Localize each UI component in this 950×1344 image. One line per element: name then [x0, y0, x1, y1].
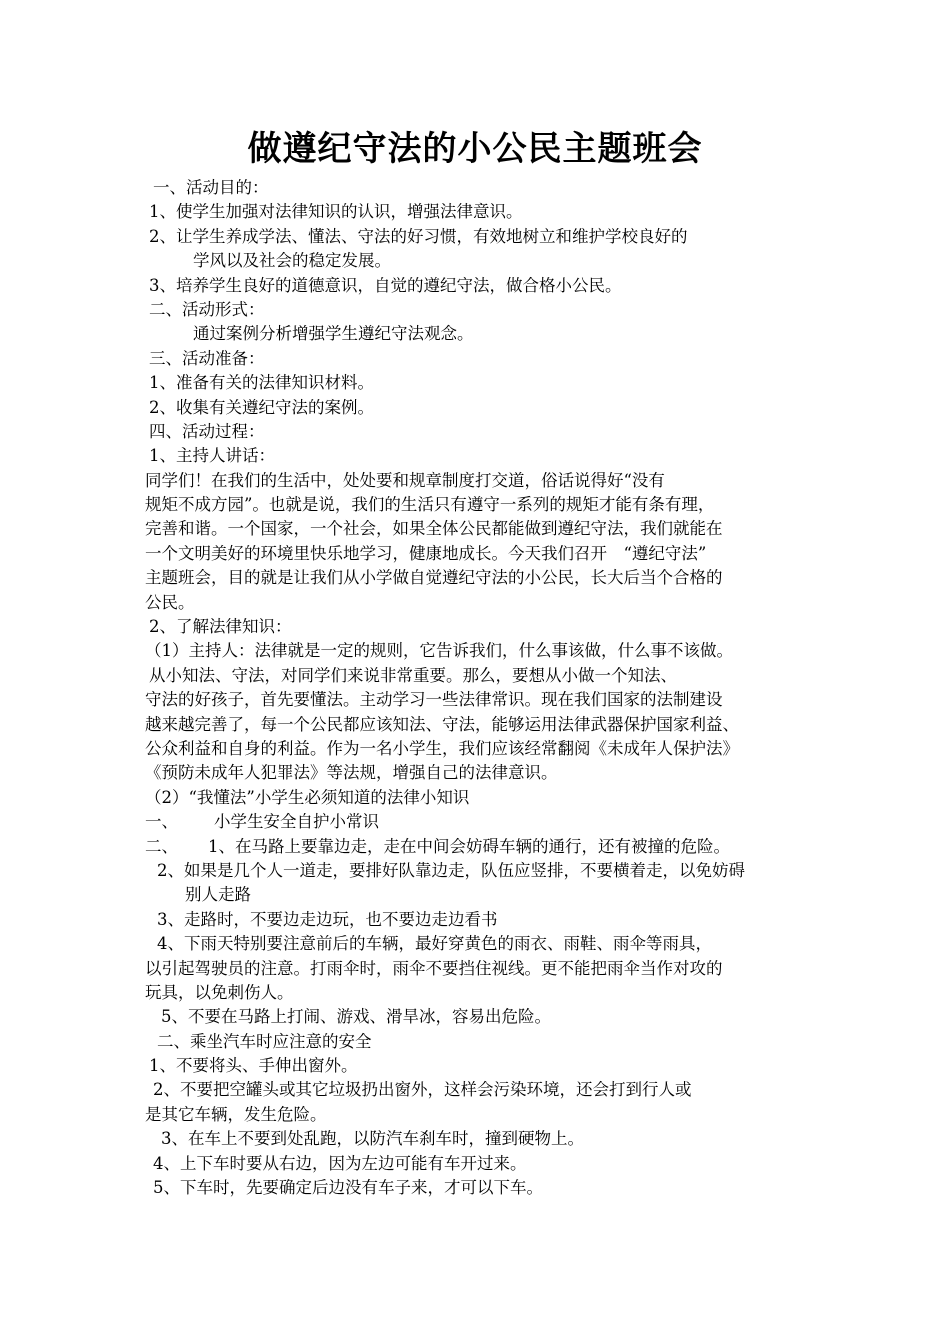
- paragraph-line: 3、培养学生良好的道德意识，自觉的遵纪守法，做合格小公民。: [149, 275, 622, 295]
- document-title: 做遵纪守法的小公民主题班会: [247, 129, 703, 169]
- paragraph-line: 1、不要将头、手伸出窗外。: [149, 1056, 358, 1076]
- paragraph-line: 同学们！在我们的生活中，处处要和规章制度打交道，俗话说得好“没有: [145, 470, 665, 490]
- paragraph-line: 1、准备有关的法律知识材料。: [149, 373, 374, 393]
- paragraph-line: 一个文明美好的环境里快乐地学习，健康地成长。今天我们召开 “遵纪守法”: [145, 543, 707, 563]
- paragraph-line: 5、不要在马路上打闹、游戏、滑旱冰，容易出危险。: [161, 1007, 551, 1027]
- section-heading-prep: 三、活动准备：: [149, 348, 265, 368]
- paragraph-line: 2、了解法律知识：: [149, 617, 292, 637]
- paragraph-line: 越来越完善了，每一个公民都应该知法、守法，能够运用法律武器保护国家利益、: [145, 714, 739, 734]
- paragraph-line: 4、上下车时要从右边，因为左边可能有车开过来。: [153, 1153, 527, 1173]
- paragraph-line: 公众利益和自身的利益。作为一名小学生，我们应该经常翻阅《未成年人保护法》: [145, 738, 739, 758]
- paragraph-line: 通过案例分析增强学生遵纪守法观念。: [193, 324, 474, 344]
- paragraph-line: 5、下车时，先要确定后边没有车子来，才可以下车。: [153, 1178, 543, 1198]
- paragraph-line: 2、不要把空罐头或其它垃圾扔出窗外，这样会污染环境，还会打到行人或: [153, 1080, 692, 1100]
- paragraph-line: 从小知法、守法，对同学们来说非常重要。那么，要想从小做一个知法、: [149, 665, 677, 685]
- paragraph-line: 2、收集有关遵纪守法的案例。: [149, 397, 374, 417]
- paragraph-line: 主题班会，目的就是让我们从小学做自觉遵纪守法的小公民，长大后当个合格的: [145, 568, 723, 588]
- paragraph-line: 学风以及社会的稳定发展。: [193, 251, 391, 271]
- paragraph-line: 别人走路: [185, 885, 251, 905]
- paragraph-line: 4、下雨天特别要注意前后的车辆，最好穿黄色的雨衣、雨鞋、雨伞等雨具，: [157, 934, 712, 954]
- list-number: 一、: [145, 812, 178, 832]
- paragraph-line: 1、使学生加强对法律知识的认识，增强法律意识。: [149, 202, 523, 222]
- paragraph-line: 3、在车上不要到处乱跑，以防汽车刹车时，撞到硬物上。: [161, 1129, 584, 1149]
- paragraph-line: 完善和谐。一个国家，一个社会，如果全体公民都能做到遵纪守法，我们就能在: [145, 519, 723, 539]
- paragraph-line: 2、如果是几个人一道走，要排好队靠边走，队伍应竖排，不要横着走，以免妨碍: [157, 860, 745, 880]
- document-body: [145, 176, 810, 1200]
- section-heading-bus: 二、乘坐汽车时应注意的安全: [157, 1031, 372, 1051]
- paragraph-line: （2）“我懂法”小学生必须知道的法律小知识: [145, 787, 470, 807]
- list-line: [145, 835, 810, 859]
- paragraph-line: 以引起驾驶员的注意。打雨伞时，雨伞不要挡住视线。更不能把雨伞当作对攻的: [145, 958, 723, 978]
- section-heading-process: 四、活动过程：: [149, 421, 265, 441]
- paragraph-line: 规矩不成方园”。也就是说，我们的生活只有遵守一系列的规矩才能有条有理，: [145, 495, 715, 515]
- list-text: 小学生安全自护小常识: [214, 812, 379, 832]
- paragraph-line: 守法的好孩子，首先要懂法。主动学习一些法律常识。现在我们国家的法制建设: [145, 690, 723, 710]
- section-heading-purpose: 一、活动目的：: [153, 178, 269, 197]
- paragraph-line: 《预防未成年人犯罪法》等法规，增强自己的法律意识。: [145, 763, 558, 783]
- paragraph-line: 公民。: [145, 592, 195, 612]
- paragraph-line: 2、让学生养成学法、懂法、守法的好习惯，有效地树立和维护学校良好的: [149, 226, 688, 246]
- paragraph-line: 1、主持人讲话：: [149, 446, 275, 466]
- section-heading-form: 二、活动形式：: [149, 299, 265, 319]
- paragraph-line: （1）主持人：法律就是一定的规则，它告诉我们，什么事该做，什么事不该做。: [145, 641, 733, 661]
- paragraph-line: 玩具，以免刺伤人。: [145, 982, 294, 1002]
- list-text: 1、在马路上要靠边走，走在中间会妨碍车辆的通行，还有被撞的危险。: [208, 836, 730, 856]
- paragraph-line: 是其它车辆，发生危险。: [145, 1104, 327, 1124]
- paragraph-line: 3、走路时，不要边走边玩，也不要边走边看书: [157, 909, 498, 929]
- list-line: [145, 810, 810, 834]
- list-number: 二、: [145, 836, 178, 856]
